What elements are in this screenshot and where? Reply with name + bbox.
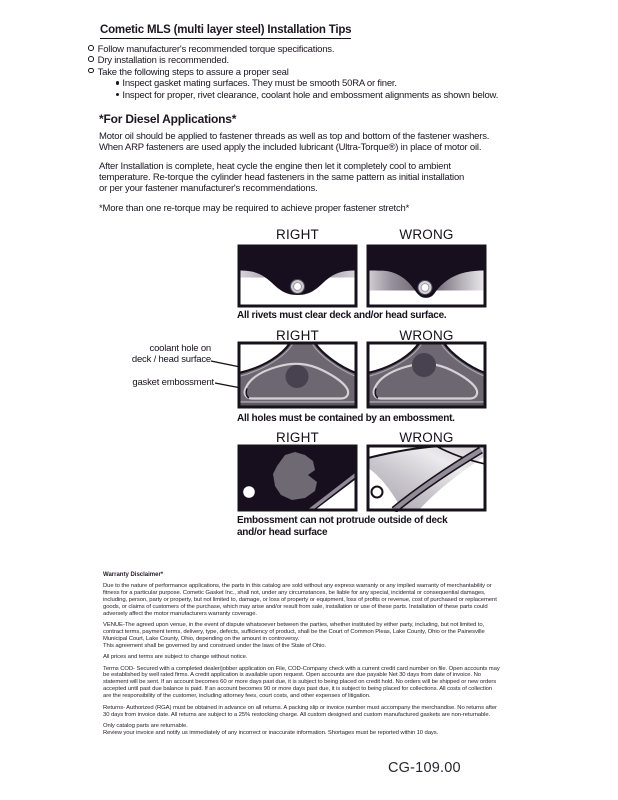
diagram-protrusion-right xyxy=(237,444,358,512)
open-bullet-icon xyxy=(88,56,94,62)
diesel-paragraph: After Installation is complete, heat cycle the engine then let it completely cool to ambient temperature. Re-torque the cylinder head fasteners in the same pattern as initial installation or per your fastener manufacturer's recommendations. xyxy=(99,161,465,194)
diagram-hole-right xyxy=(237,341,358,409)
page-code: CG-109.00 xyxy=(388,760,461,776)
diagram-rivet-right xyxy=(237,244,358,308)
diagram-caption: All holes must be contained by an embossment. xyxy=(237,413,455,424)
diagram-caption: All rivets must clear deck and/or head surface. xyxy=(237,310,447,321)
disclaimer-paragraph: VENUE-The agreed upon venue, in the event of dispute whatsoever between the parties, whether instituted by either party, including, but not limited to, contract terms, payment terms, delivery, type, defects, sufficiency of product, shall be the Court of Common Pleas, Lake County, Ohio or the Painesville Municipal Court, Lake County, Ohio, depending on the amount in controversy. This agreement shall be governed by and construed under the laws of the State of Ohio. xyxy=(103,622,485,649)
disclaimer-paragraph: All prices and terms are subject to change without notice. xyxy=(103,654,248,661)
protrusion-right-figure xyxy=(237,444,358,512)
warranty-disclaimer xyxy=(103,572,519,737)
right-label: RIGHT xyxy=(276,328,319,343)
list-item xyxy=(88,55,498,66)
diesel-paragraph: Motor oil should be applied to fastener threads as well as top and bottom of the fastener washers. When ARP fasteners are used apply the included lubricant (Ultra-Torque®) in place of motor oil. xyxy=(99,130,490,153)
filled-bullet-icon xyxy=(116,81,119,84)
list-item xyxy=(88,44,498,55)
hole-right-figure xyxy=(237,341,358,409)
tip-text: Dry installation is recommended. xyxy=(97,55,229,67)
tips-list xyxy=(88,44,498,101)
list-sub-item xyxy=(116,78,498,89)
diesel-section xyxy=(99,114,489,224)
list-item xyxy=(88,67,498,78)
diagram-rivet-wrong xyxy=(366,244,487,308)
coolant-hole-annotation: coolant hole on deck / head surface xyxy=(131,343,211,365)
open-bullet-icon xyxy=(88,45,94,51)
right-label: RIGHT xyxy=(276,430,319,445)
diesel-heading: *For Diesel Applications* xyxy=(99,112,237,126)
diagram-caption: Embossment can not protrude outside of deck and/or head surface xyxy=(237,515,448,538)
wrong-label: WRONG xyxy=(399,227,454,242)
open-bullet-icon xyxy=(88,68,94,74)
disclaimer-heading: Warranty Disclaimer* xyxy=(103,572,164,578)
gasket-embossment-annotation: gasket embossment xyxy=(132,377,214,388)
disclaimer-paragraph: Due to the nature of performance applications, the parts in this catalog are sold without any express warranty or any implied warranty of merchantability or fitness for a particular purpose. Cometic Gasket Inc., shall not, under any circumstances, be liable for any special, incidental or consequential damages, including, person, party or property, but not limited to, damage, or loss of property or equipment, loss of profits or revenue, cost of purchased or replacement goods, or claims of customers of the purchase, which may arise and/or result from sale, installation or use of these parts. Installation of these parts could adversely affect the motor manufacturers warranty coverage. xyxy=(103,583,497,617)
disclaimer-paragraph: Returns- Authorized (RGA) must be obtained in advance on all returns. A packing slip or invoice number must accompany the merchandise. No returns after 30 days from invoice date. All returns are subject to a 25% restocking charge. All custom designed and custom manufactured gaskets are non-returnable. xyxy=(103,704,497,718)
tip-text: Inspect gasket mating surfaces. They must be smooth 50RA or finer. xyxy=(122,78,397,90)
wrong-label: WRONG xyxy=(399,430,454,445)
right-label: RIGHT xyxy=(276,227,319,242)
tip-text: Follow manufacturer's recommended torque specifications. xyxy=(97,44,335,55)
rivet-right-figure xyxy=(237,244,358,308)
tip-text: Take the following steps to assure a proper seal xyxy=(97,66,289,78)
protrusion-wrong-figure xyxy=(366,444,487,512)
disclaimer-paragraph: Only catalog parts are returnable. Review your invoice and notify us immediately of any incorrect or inaccurate information. Shortages must be reported within 10 days. xyxy=(103,722,439,736)
page-title: Cometic MLS (multi layer steel) Installation Tips xyxy=(100,24,351,39)
tip-text: Inspect for proper, rivet clearance, coolant hole and embossment alignments as shown below. xyxy=(122,89,499,101)
disclaimer-paragraph: Terms COD- Secured with a completed dealer/jobber application on File, COD-Company check with a current credit card number on file. Open accounts may be established by well rated firms. A credit application is available upon request. Open accounts are due payable Net 30 days from date of invoice. No statement will be sent. If an account becomes 60 or more days past due, it is subject to being placed on credit hold. No orders will be shipped or new orders accepted until past due balance is paid. If an account becomes 90 or more days past due, it is subject to being placed for collections. All costs of collection are the responsibility of the customer, including attorney fees, court costs, and other expenses of litigation. xyxy=(103,665,500,700)
list-sub-item xyxy=(116,90,498,101)
diagram-protrusion-wrong xyxy=(366,444,487,512)
diagram-hole-wrong xyxy=(366,341,487,409)
rivet-wrong-figure xyxy=(366,244,487,308)
diesel-note: *More than one re-torque may be required to achieve proper fastener stretch* xyxy=(99,202,410,214)
wrong-label: WRONG xyxy=(399,328,454,343)
hole-wrong-figure xyxy=(366,341,487,409)
filled-bullet-icon xyxy=(116,93,119,96)
